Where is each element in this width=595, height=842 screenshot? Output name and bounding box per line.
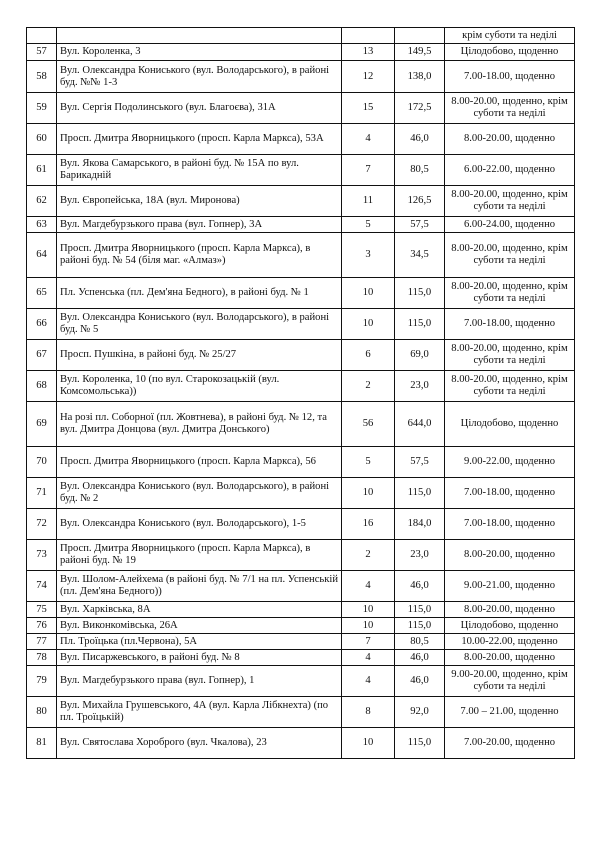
- count-cell: 2: [342, 371, 395, 402]
- count-cell: 7: [342, 155, 395, 186]
- row-number-cell: 73: [27, 540, 57, 571]
- row-number-cell: 72: [27, 509, 57, 540]
- area-cell: 172,5: [395, 93, 445, 124]
- table-row: [27, 618, 575, 634]
- table-body: [27, 28, 575, 759]
- working-hours-cell: 7.00 – 21.00, щоденно: [445, 697, 575, 728]
- table-row: [27, 61, 575, 93]
- row-number-cell: 59: [27, 93, 57, 124]
- working-hours-cell: 8.00-20.00, щоденно, крім суботи та неділі: [445, 278, 575, 309]
- area-cell: 46,0: [395, 650, 445, 666]
- row-number-cell: 60: [27, 124, 57, 155]
- area-cell: 115,0: [395, 478, 445, 509]
- table-row: [27, 124, 575, 155]
- working-hours-cell: 7.00-18.00, щоденно: [445, 309, 575, 340]
- table-row: [27, 478, 575, 509]
- area-cell: [395, 28, 445, 44]
- area-cell: 80,5: [395, 634, 445, 650]
- count-cell: 4: [342, 650, 395, 666]
- area-cell: 69,0: [395, 340, 445, 371]
- working-hours-cell: 6.00-24.00, щоденно: [445, 217, 575, 233]
- row-number-cell: 63: [27, 217, 57, 233]
- area-cell: 115,0: [395, 278, 445, 309]
- count-cell: 3: [342, 233, 395, 278]
- working-hours-cell: Цілодобово, щоденно: [445, 44, 575, 61]
- count-cell: 5: [342, 447, 395, 478]
- working-hours-cell: 8.00-20.00, щоденно, крім суботи та неділі: [445, 340, 575, 371]
- address-cell: Просп. Дмитра Яворницького (просп. Карла Маркса), в районі буд. № 54 (біля маг. «Алмаз»): [57, 233, 342, 278]
- working-hours-cell: 8.00-20.00, щоденно: [445, 650, 575, 666]
- address-cell: Вул. Харківська, 8А: [57, 602, 342, 618]
- area-cell: 138,0: [395, 61, 445, 93]
- working-hours-cell: 8.00-20.00, щоденно, крім суботи та неділі: [445, 93, 575, 124]
- address-cell: Вул. Святослава Хороброго (вул. Чкалова), 23: [57, 728, 342, 759]
- row-number-cell: 62: [27, 186, 57, 217]
- count-cell: 12: [342, 61, 395, 93]
- count-cell: 10: [342, 602, 395, 618]
- address-cell: Просп. Пушкіна, в районі буд. № 25/27: [57, 340, 342, 371]
- row-number-cell: 78: [27, 650, 57, 666]
- row-number-cell: 80: [27, 697, 57, 728]
- address-cell: Вул. Шолом-Алейхема (в районі буд. № 7/1 на пл. Успенській (пл. Дем'яна Бедного)): [57, 571, 342, 602]
- area-cell: 57,5: [395, 217, 445, 233]
- address-cell: Вул. Олександра Кониського (вул. Володарського), 1-5: [57, 509, 342, 540]
- count-cell: 16: [342, 509, 395, 540]
- count-cell: 10: [342, 728, 395, 759]
- count-cell: 2: [342, 540, 395, 571]
- row-number-cell: 64: [27, 233, 57, 278]
- table-row: [27, 571, 575, 602]
- area-cell: 92,0: [395, 697, 445, 728]
- row-number-cell: 58: [27, 61, 57, 93]
- row-number-cell: 76: [27, 618, 57, 634]
- address-cell: Вул. Олександра Кониського (вул. Володарського), в районі буд. № 2: [57, 478, 342, 509]
- table-row: [27, 402, 575, 447]
- area-cell: 115,0: [395, 602, 445, 618]
- count-cell: 11: [342, 186, 395, 217]
- table-row: [27, 309, 575, 340]
- address-cell: Вул. Якова Самарського, в районі буд. № 15А по вул. Барикадній: [57, 155, 342, 186]
- area-cell: 23,0: [395, 371, 445, 402]
- table-row: [27, 634, 575, 650]
- table-row: [27, 278, 575, 309]
- table-row: [27, 540, 575, 571]
- address-cell: Просп. Дмитра Яворницького (просп. Карла Маркса), в районі буд. № 19: [57, 540, 342, 571]
- row-number-cell: 68: [27, 371, 57, 402]
- count-cell: 10: [342, 618, 395, 634]
- address-cell: [57, 28, 342, 44]
- row-number-cell: 57: [27, 44, 57, 61]
- row-number-cell: 69: [27, 402, 57, 447]
- count-cell: 56: [342, 402, 395, 447]
- area-cell: 149,5: [395, 44, 445, 61]
- area-cell: 46,0: [395, 666, 445, 697]
- area-cell: 184,0: [395, 509, 445, 540]
- address-cell: Вул. Короленка, 3: [57, 44, 342, 61]
- working-hours-cell: 7.00-18.00, щоденно: [445, 478, 575, 509]
- working-hours-cell: 9.00-21.00, щоденно: [445, 571, 575, 602]
- table-row: [27, 602, 575, 618]
- table-row: [27, 217, 575, 233]
- area-cell: 115,0: [395, 309, 445, 340]
- row-number-cell: 79: [27, 666, 57, 697]
- address-cell: Вул. Магдебурзького права (вул. Гопнер), 1: [57, 666, 342, 697]
- row-number-cell: 66: [27, 309, 57, 340]
- address-cell: Вул. Виконкомівська, 26А: [57, 618, 342, 634]
- area-cell: 126,5: [395, 186, 445, 217]
- table-row: [27, 233, 575, 278]
- row-number-cell: 77: [27, 634, 57, 650]
- table-row: [27, 371, 575, 402]
- working-hours-cell: Цілодобово, щоденно: [445, 618, 575, 634]
- address-cell: Вул. Писаржевського, в районі буд. № 8: [57, 650, 342, 666]
- working-hours-cell: 9.00-22.00, щоденно: [445, 447, 575, 478]
- address-cell: Вул. Короленка, 10 (по вул. Старокозацькій (вул. Комсомольська)): [57, 371, 342, 402]
- working-hours-cell: Цілодобово, щоденно: [445, 402, 575, 447]
- row-number-cell: 75: [27, 602, 57, 618]
- address-cell: Вул. Європейська, 18А (вул. Миронова): [57, 186, 342, 217]
- working-hours-cell: 7.00-20.00, щоденно: [445, 728, 575, 759]
- table-row: [27, 186, 575, 217]
- count-cell: 4: [342, 666, 395, 697]
- count-cell: 13: [342, 44, 395, 61]
- count-cell: 8: [342, 697, 395, 728]
- working-hours-cell: 8.00-20.00, щоденно, крім суботи та неділі: [445, 186, 575, 217]
- area-cell: 80,5: [395, 155, 445, 186]
- table-row: [27, 697, 575, 728]
- working-hours-cell: 8.00-20.00, щоденно, крім суботи та неділі: [445, 371, 575, 402]
- address-cell: Просп. Дмитра Яворницького (просп. Карла Маркса), 56: [57, 447, 342, 478]
- working-hours-cell: 7.00-18.00, щоденно: [445, 61, 575, 93]
- area-cell: 46,0: [395, 124, 445, 155]
- count-cell: 15: [342, 93, 395, 124]
- count-cell: 7: [342, 634, 395, 650]
- address-cell: Пл. Троїцька (пл.Червона), 5А: [57, 634, 342, 650]
- count-cell: 4: [342, 124, 395, 155]
- row-number-cell: [27, 28, 57, 44]
- working-hours-cell: 8.00-20.00, щоденно: [445, 124, 575, 155]
- row-number-cell: 61: [27, 155, 57, 186]
- working-hours-cell: 8.00-20.00, щоденно: [445, 540, 575, 571]
- working-hours-cell: 6.00-22.00, щоденно: [445, 155, 575, 186]
- table-row: [27, 650, 575, 666]
- table-row: [27, 666, 575, 697]
- address-cell: Вул. Сергія Подолинського (вул. Благоєва), 31А: [57, 93, 342, 124]
- working-hours-cell: 7.00-18.00, щоденно: [445, 509, 575, 540]
- area-cell: 115,0: [395, 618, 445, 634]
- address-cell: Вул. Магдебурзького права (вул. Гопнер), 3А: [57, 217, 342, 233]
- table-row: [27, 728, 575, 759]
- table-row: [27, 155, 575, 186]
- table-row: [27, 340, 575, 371]
- working-hours-cell: 9.00-20.00, щоденно, крім суботи та неділі: [445, 666, 575, 697]
- address-cell: Вул. Олександра Кониського (вул. Володарського), в районі буд. №№ 1-3: [57, 61, 342, 93]
- area-cell: 57,5: [395, 447, 445, 478]
- address-cell: Просп. Дмитра Яворницького (просп. Карла Маркса), 53А: [57, 124, 342, 155]
- count-cell: 5: [342, 217, 395, 233]
- area-cell: 34,5: [395, 233, 445, 278]
- count-cell: 10: [342, 309, 395, 340]
- area-cell: 644,0: [395, 402, 445, 447]
- working-hours-cell: 8.00-20.00, щоденно: [445, 602, 575, 618]
- count-cell: 4: [342, 571, 395, 602]
- row-number-cell: 71: [27, 478, 57, 509]
- row-number-cell: 74: [27, 571, 57, 602]
- table-row: [27, 447, 575, 478]
- address-cell: На розі пл. Соборної (пл. Жовтнева), в районі буд. № 12, та вул. Дмитра Донцова (вул. Дмитра Донського): [57, 402, 342, 447]
- area-cell: 115,0: [395, 728, 445, 759]
- count-cell: [342, 28, 395, 44]
- address-cell: Вул. Олександра Кониського (вул. Володарського), в районі буд. № 5: [57, 309, 342, 340]
- table-row: [27, 509, 575, 540]
- count-cell: 10: [342, 478, 395, 509]
- table-row: [27, 44, 575, 61]
- working-hours-cell: 10.00-22.00, щоденно: [445, 634, 575, 650]
- table-row: [27, 28, 575, 44]
- address-cell: Вул. Михайла Грушевського, 4А (вул. Карла Лібкнехта) (по пл. Троїцькій): [57, 697, 342, 728]
- row-number-cell: 67: [27, 340, 57, 371]
- working-hours-cell: 8.00-20.00, щоденно, крім суботи та неділі: [445, 233, 575, 278]
- row-number-cell: 70: [27, 447, 57, 478]
- row-number-cell: 81: [27, 728, 57, 759]
- area-cell: 23,0: [395, 540, 445, 571]
- address-cell: Пл. Успенська (пл. Дем'яна Бедного), в районі буд. № 1: [57, 278, 342, 309]
- working-hours-cell: крім суботи та неділі: [445, 28, 575, 44]
- count-cell: 6: [342, 340, 395, 371]
- area-cell: 46,0: [395, 571, 445, 602]
- count-cell: 10: [342, 278, 395, 309]
- table-row: [27, 93, 575, 124]
- row-number-cell: 65: [27, 278, 57, 309]
- schedule-table: [26, 27, 575, 759]
